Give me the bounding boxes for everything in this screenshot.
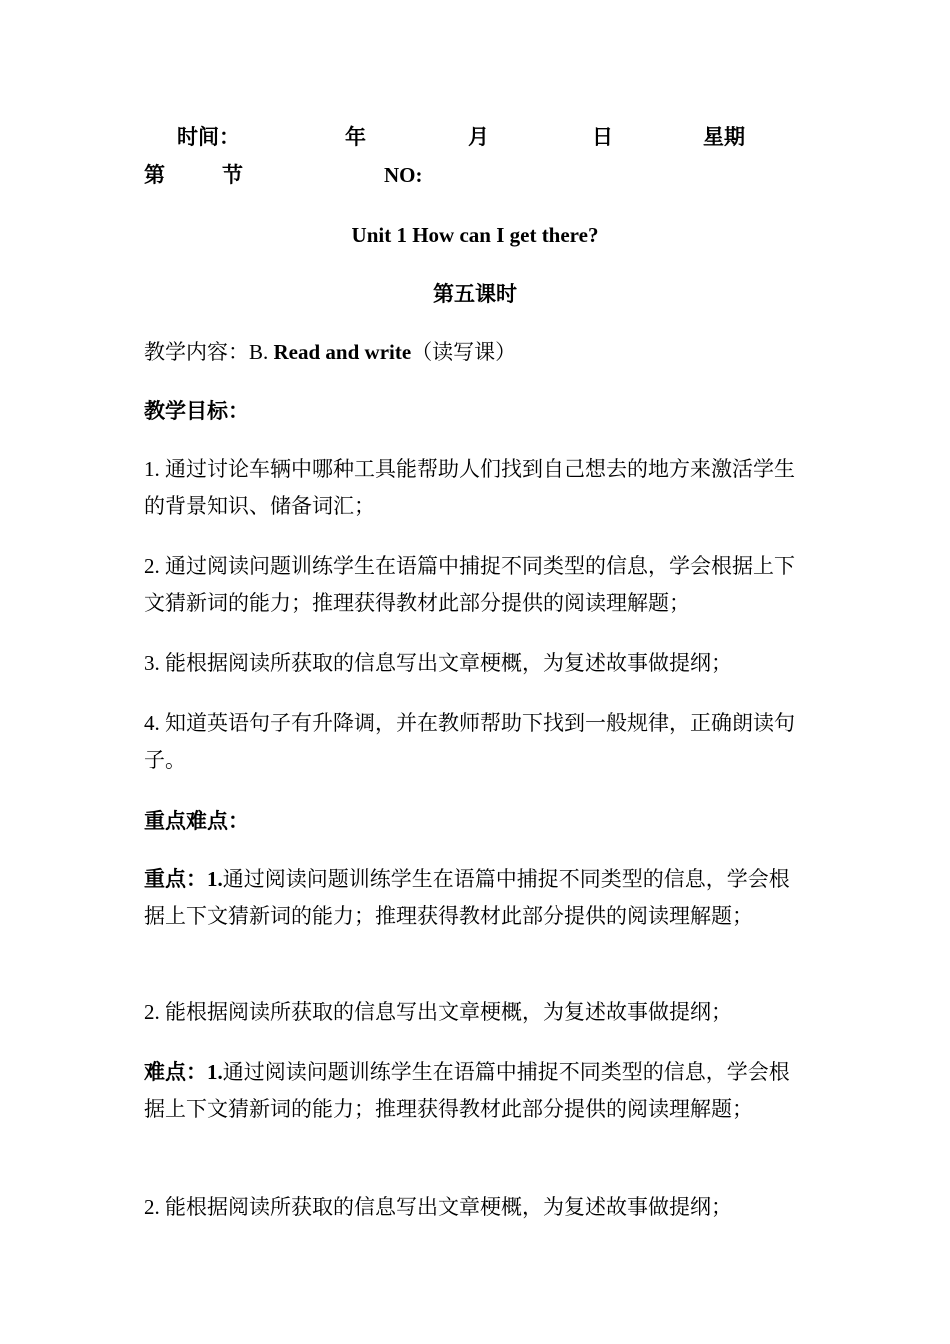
content-bold: Read and write [273, 340, 412, 364]
key-label: 重点： [144, 867, 207, 891]
content-prefix: 教学内容：B. [144, 340, 274, 364]
day-label: 日 [592, 125, 613, 149]
content-suffix: （读写课） [411, 340, 517, 364]
key-point-2: 2. 能根据阅读所获取的信息写出文章梗概，为复述故事做提纲； [144, 1000, 732, 1024]
objective-item-3: 3. 能根据阅读所获取的信息写出文章梗概，为复述故事做提纲； [144, 651, 732, 675]
key-points-heading: 重点难点： [144, 809, 249, 833]
time-label: 时间： [177, 125, 240, 149]
jie-label: 节 [222, 163, 243, 187]
key-point-1 [144, 861, 808, 935]
weekday-label: 星期 [703, 125, 745, 149]
lesson-title: 第五课时 [433, 282, 517, 306]
unit-title: Unit 1 How can I get there? [351, 223, 599, 247]
year-label: 年 [345, 125, 366, 149]
objectives-heading: 教学目标： [144, 399, 249, 423]
key-num: 1. [207, 867, 223, 891]
difficult-point-1 [144, 1054, 808, 1128]
no-label: NO: [384, 163, 423, 187]
difficult-label: 难点： [144, 1060, 207, 1084]
objective-item-4: 4. 知道英语句子有升降调，并在教师帮助下找到一般规律，正确朗读句子。 [144, 711, 795, 772]
difficult-num: 1. [207, 1060, 223, 1084]
key-text: 通过阅读问题训练学生在语篇中捕捉不同类型的信息，学会根据上下文猜新词的能力；推理获得教材此部分提供的阅读理解题； [144, 867, 790, 928]
objective-item-1: 1. 通过讨论车辆中哪种工具能帮助人们找到自己想去的地方来激活学生的背景知识、储备词汇； [144, 457, 795, 518]
difficult-text: 通过阅读问题训练学生在语篇中捕捉不同类型的信息，学会根据上下文猜新词的能力；推理获得教材此部分提供的阅读理解题； [144, 1060, 790, 1121]
difficult-point-2: 2. 能根据阅读所获取的信息写出文章梗概，为复述故事做提纲； [144, 1195, 732, 1219]
objective-item-2: 2. 通过阅读问题训练学生在语篇中捕捉不同类型的信息，学会根据上下文猜新词的能力；推理获得教材此部分提供的阅读理解题； [144, 554, 795, 615]
month-label: 月 [468, 125, 489, 149]
teaching-content [144, 342, 516, 363]
di-label: 第 [144, 163, 165, 187]
